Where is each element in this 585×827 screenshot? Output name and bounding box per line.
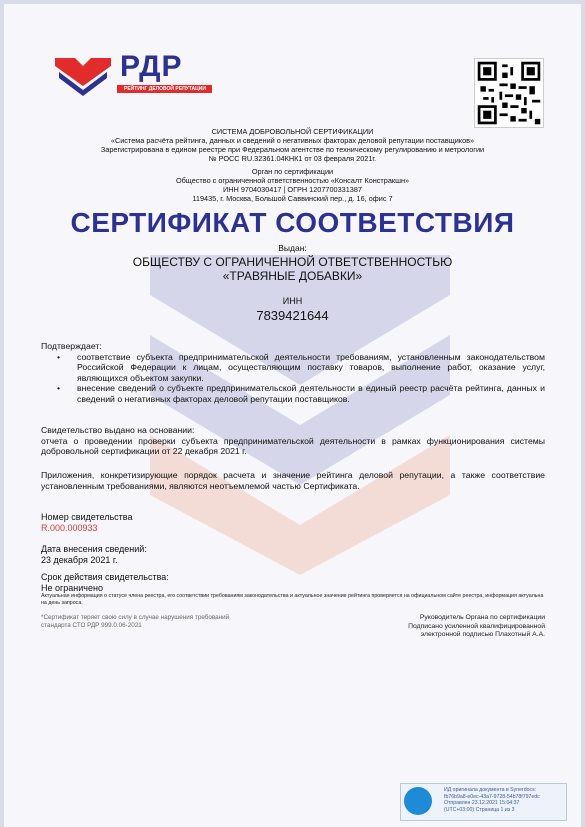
inn-value: 7839421644 bbox=[256, 308, 329, 323]
logo-abbr: РДР bbox=[120, 50, 183, 83]
confirms-item: • соответствие субъекта предпринимательской деятельности требованиям, установленным законодательством Российской Федерации к лицам, осуществляющим поставку товаров, выполнение работ, оказание услуг, являющихся объектом закупки. bbox=[77, 352, 545, 384]
signature-line3: электронной подписью Плахотный А.А. bbox=[420, 631, 545, 638]
basis-section bbox=[41, 425, 545, 457]
stamp-text bbox=[444, 787, 564, 813]
basis-label: Свидетельство выдано на основании: bbox=[41, 425, 195, 435]
logo-tagline: РЕЙТИНГ ДЕЛОВОЙ РЕПУТАЦИИ bbox=[124, 86, 206, 92]
confirms-section bbox=[41, 341, 545, 404]
signature-line1: Руководитель Органа по сертификации bbox=[419, 614, 545, 621]
organ-name: Общество с ограниченной ответственностью «Консалт Констракшн» bbox=[175, 176, 410, 185]
registration-text: Зарегистрирована в едином реестре при Федеральном агентстве по техническому регулированию и метрологии bbox=[100, 145, 485, 154]
basis-text: отчета о проведении проверки субъекта предпринимательской деятельности в рамках функционирования системы добровольной сертификации от 22 декабря 2021 г. bbox=[41, 435, 545, 456]
validity-label: Срок действия свидетельства: bbox=[41, 572, 169, 582]
appendix-text: Приложения, конкретизирующие порядок расчета и значение рейтинга деловой репутации, а также соответствие установленным требованиями, являются неотъемлемой частью Сертификата. bbox=[41, 470, 545, 491]
validity-note: Актуальная информация о статусе члена реестра, его соответствии требованиям законодательства и актуальное значение рейтинга проверяется на официальном сайте реестра, информация актуальна на день запроса. bbox=[41, 593, 544, 606]
top-border bbox=[0, 0, 585, 4]
organ-ids: ИНН 9704030417 | ОГРН 1207700331387 bbox=[223, 185, 362, 194]
company-name-line2: «ТРАВЯНЫЕ ДОБАВКИ» bbox=[222, 269, 363, 283]
number-label: Номер свидетельства bbox=[41, 512, 133, 522]
organ-address: 119435, г. Москва, Большой Саввинский пер., д. 16, офис 7 bbox=[192, 194, 393, 203]
confirms-list bbox=[41, 352, 545, 405]
stamp-line1: ИД оригинала документа в Synerdocs: bbox=[444, 787, 537, 793]
registration-number: № РОСС RU.32361.04КНК1 от 03 февраля 2021г. bbox=[208, 154, 377, 163]
company-name bbox=[40, 255, 545, 283]
signature-block bbox=[330, 614, 545, 640]
organ-header bbox=[40, 167, 545, 203]
signature-line2: Подписано усиленной квалифицированной bbox=[408, 622, 545, 630]
certificate-title: СЕРТИФИКАТ СООТВЕТСТВИЯ bbox=[70, 207, 515, 238]
qr-code bbox=[474, 58, 544, 128]
company-name-line1: ОБЩЕСТВУ С ОГРАНИЧЕННОЙ ОТВЕТСТВЕННОСТЬЮ bbox=[132, 255, 453, 269]
footnote bbox=[41, 614, 311, 629]
system-title: СИСТЕМА ДОБРОВОЛЬНОЙ СЕРТИФИКАЦИИ bbox=[211, 127, 374, 136]
date-value: 23 декабря 2021 г. bbox=[41, 554, 118, 565]
validity-section bbox=[41, 572, 545, 607]
footnote-line1: *Сертификат теряет свою силу в случае нарушения требований bbox=[41, 614, 230, 621]
date-section bbox=[41, 544, 545, 565]
footnote-line2: стандарта СТО РДР 999.0.06-2021 bbox=[41, 621, 142, 629]
system-header bbox=[40, 127, 545, 163]
number-value: R.000.000933 bbox=[41, 522, 98, 533]
number-section bbox=[41, 512, 545, 533]
synerdocs-logo-icon bbox=[404, 787, 432, 815]
validity-value: Не ограничено bbox=[41, 582, 103, 593]
inn-label: ИНН bbox=[282, 296, 303, 306]
synerdocs-stamp bbox=[400, 783, 567, 821]
stamp-line3: Отправлен 23.12.2021 15:04:37 bbox=[444, 800, 520, 807]
system-name: «Система расчёта рейтинга, данных и сведений о негативных факторах деловой репутации поставщиков» bbox=[110, 136, 475, 145]
confirms-label: Подтверждает: bbox=[41, 341, 102, 351]
right-border bbox=[581, 0, 585, 827]
left-border bbox=[0, 0, 4, 827]
organ-title: Орган по сертификации bbox=[251, 167, 334, 176]
stamp-line4: (UTC+03:00) Страница 1 из 3 bbox=[444, 806, 515, 813]
confirms-item: • внесение сведений о субъекте предпринимательской деятельности в единый реестр расчёта рейтинга, данных и сведений о негативных факторах деловой репутации поставщиков. bbox=[77, 383, 545, 404]
issued-label: Выдан: bbox=[278, 243, 307, 253]
date-label: Дата внесения сведений: bbox=[41, 544, 147, 554]
stamp-line2: fb76b9a8-e0ec-43a7-9728-54b78f797edc bbox=[444, 793, 540, 800]
